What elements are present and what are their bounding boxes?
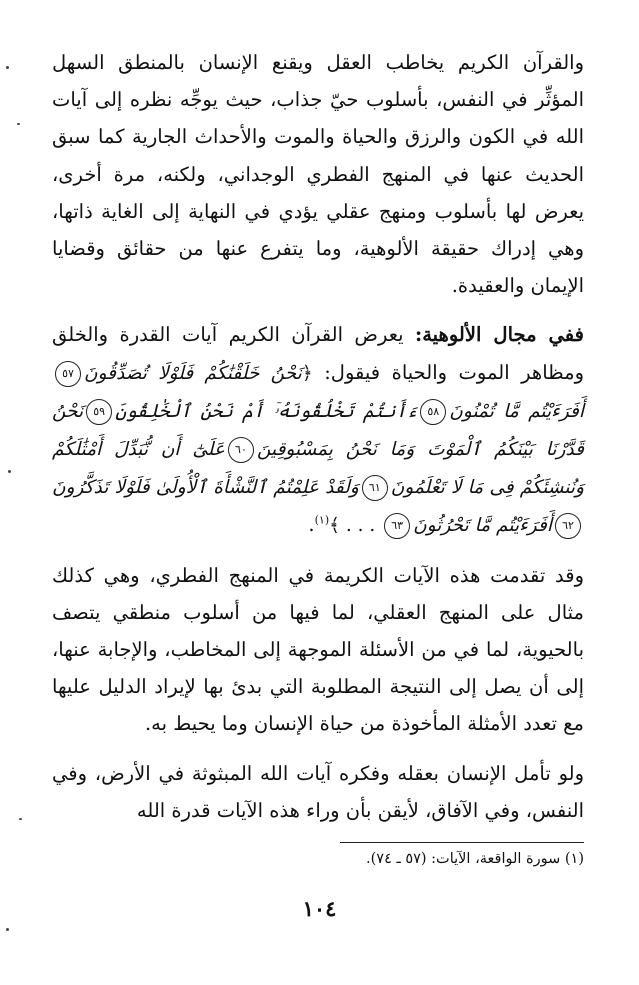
scan-speck <box>19 818 22 820</box>
paragraph-3: وقد تقدمت هذه الآيات الكريمة في المنهج الفطري، وهي كذلك مثال على المنهج العقلي، لما فيها من أسلوب منطقي يتصف بالحيوية، لما في من الأسئلة الموجهة إلى المخاطب، والإجابة عنها، إلى أن يصل إلى النتيجة المطلوبة التي بدئ بها لإيراد الدليل عليها مع تعدد الأمثلة المأخوذة من حياة الإنسان وما يحيط به. <box>52 563 584 736</box>
verse-text: ءَأَنتُمْ تَخْلُقُونَهُۥٓ أَمْ نَحْنُ ٱلْخَٰلِقُونَ <box>115 400 418 422</box>
paragraph-1: والقرآن الكريم يخاطب العقل ويقنع الإنسان بالمنطق السهل المؤثِّر في النفس، بأسلوب حيّ جذاب، حيث يوجِّه نظره إلى آيات الله في الكون والرزق والحياة والموت والأحداث الجارية كما سبق الحديث عنها في المنهج الفطري الوجداني، ولكنه، مرة أخرى، يعرض لها بأسلوب ومنهج عقلي يؤدي في النهاية إلى الغاية ذاتها، وهي إدراك حقيقة الألوهية، وما يتفرع عنها من حقائق وقضايا الإيمان والعقيدة. <box>52 51 584 298</box>
ayah-number: ٦٠ <box>228 437 254 463</box>
verse-text: نَحْنُ قَدَّرْنَا بَيْنَكُمُ ٱلْمَوْتَ وَمَا نَحْنُ بِمَسْبُوقِينَ <box>52 400 584 461</box>
verse-text: وَلَقَدْ عَلِمْتُمُ ٱلنَّشْأَةَ ٱلْأُولَىٰ فَلَوْلَا تَذَكَّرُونَ <box>52 477 359 499</box>
ayah-number: ٦١ <box>362 475 388 501</box>
verse-open-bracket: ﴿ <box>301 362 313 384</box>
scan-speck <box>17 123 20 125</box>
ayah-number: ٦٣ <box>384 513 410 539</box>
verse-text: عَلَىٰٓ أَن نُّبَدِّلَ أَمْثَٰلَكُمْ وَنُنشِئَكُمْ فِى مَا لَا تَعْلَمُونَ <box>52 439 584 499</box>
sentence-end: . <box>308 513 315 537</box>
verse-text: نَحْنُ خَلَقْنَٰكُمْ فَلَوْلَا تُصَدِّقُونَ <box>84 362 302 384</box>
footnote-text: (١) سورة الواقعة، الآيات: (٥٧ ـ ٧٤). <box>366 851 584 867</box>
quran-verses <box>52 363 584 537</box>
section-heading: ففي مجال الألوهية: <box>415 323 584 347</box>
scan-speck <box>6 66 9 69</box>
scan-speck <box>8 470 11 473</box>
ayah-number: ٥٧ <box>55 361 81 387</box>
ayah-number: ٥٨ <box>420 399 446 425</box>
ayah-number: ٥٩ <box>86 399 112 425</box>
footnote-reference: (١) <box>314 513 330 527</box>
verse-text: أَفَرَءَيْتُم مَّا تُمْنُونَ <box>449 400 585 422</box>
paragraph-2 <box>52 316 584 544</box>
verse-text: أَفَرَءَيْتُم مَّا تَحْرُثُونَ <box>413 515 552 537</box>
paragraph-4: ولو تأمل الإنسان بعقله وفكره آيات الله المبثوثة في الأرض، وفي النفس، وفي الآفاق، لأيقن بأن وراء هذه الآيات قدرة الله <box>52 761 584 822</box>
scan-speck <box>6 928 9 931</box>
page-body <box>52 44 584 829</box>
section-intro: يعرض القرآن الكريم آيات القدرة والخلق ومظاهر الموت والحياة فيقول: <box>52 323 584 384</box>
verse-ellipsis: . . . <box>339 515 382 537</box>
verse-close-bracket: ﴾ <box>329 515 340 537</box>
footnote-divider <box>340 842 584 843</box>
page-number: ١٠٤ <box>302 896 337 921</box>
ayah-number: ٦٢ <box>555 513 581 539</box>
